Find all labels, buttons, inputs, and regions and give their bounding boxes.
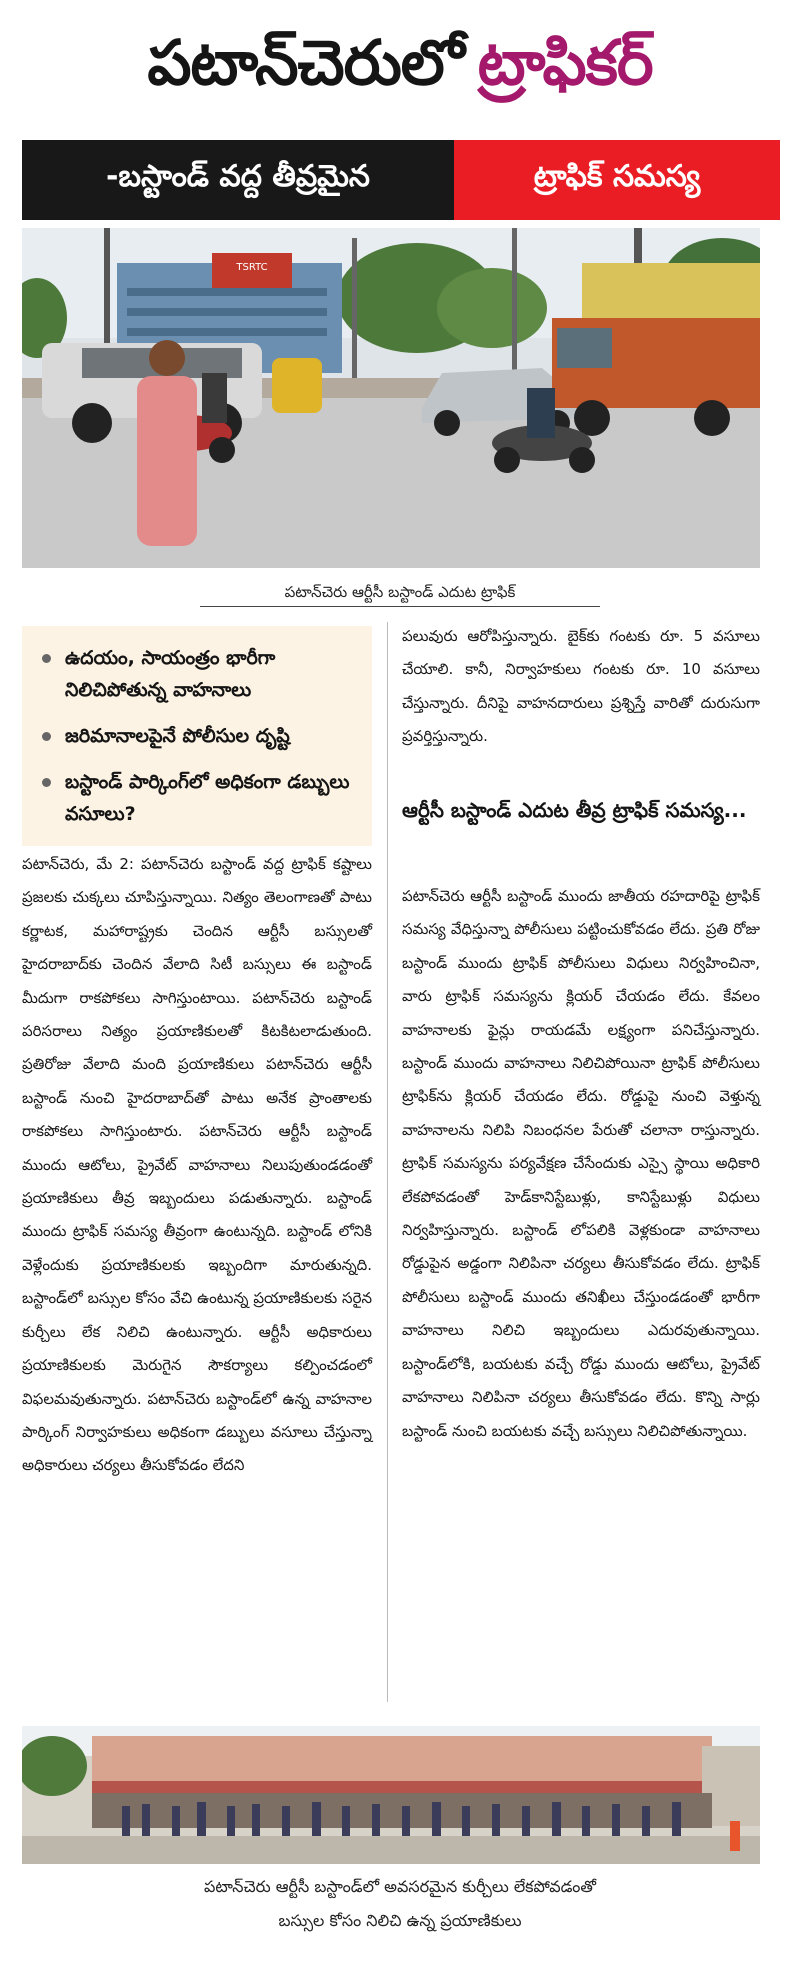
bottom-caption-line1: పటాన్‌చెరు ఆర్టీసీ బస్టాండ్‌లో అవసరమైన కుర్చీలు లేకపోవడంతో xyxy=(203,1877,597,1896)
highlights-box xyxy=(22,626,372,846)
article-body-left: పటాన్‌చెరు, మే 2: పటాన్‌చెరు బస్టాండ్ వద్ద ట్రాఫిక్ కష్టాలు ప్రజలకు చుక్కలు చూపిస్తున్నాయి. నిత్యం తెలంగాణతో పాటు కర్ణాటక, మహారాష్ట్రకు చెందిన ఆర్టీసీ బస్సులతో హైదరాబాద్‌కు చెందిన వేలాది సిటీ బస్సులు ఈ బస్టాండ్ మీదుగా రాకపోకలు సాగిస్తుంటాయి. పటాన్‌చెరు బస్టాండ్ పరిసరాలు నిత్యం ప్రయాణికులతో కిటకిటలాడుతుంది. ప్రతిరోజు వేలాది మంది ప్రయాణికులు పటాన్‌చెరు ఆర్టీసీ బస్టాండ్ నుంచి హైదరాబాద్‌తో పాటు అనేక ప్రాంతాలకు రాకపోకలు సాగిస్తుంటారు. పటాన్‌చెరు ఆర్టీసీ బస్టాండ్ ముందు ఆటోలు, ప్రైవేట్ వాహనాలు నిలుపుతుండడంతో ప్రయాణికులు తీవ్ర ఇబ్బందులు పడుతున్నారు. బస్టాండ్ ముందు ట్రాఫిక్ సమస్య తీవ్రంగా ఉంటున్నది. బస్టాండ్ లోనికి వెళ్లేందుకు ప్రయాణికులకు ఇబ్బందిగా మారుతున్నది. బస్టాండ్‌లో బస్సుల కోసం వేచి ఉంటున్న ప్రయాణికులకు సరైన కుర్చీలు లేక నిలిచి ఉంటున్నారు. ఆర్టీసీ అధికారులు ప్రయాణికులకు మెరుగైన సౌకర్యాలు కల్పించడంలో విఫలమవుతున్నారు. పటాన్‌చెరు బస్టాండ్‌లో ఉన్న వాహనాల పార్కింగ్ నిర్వాహకులు అధికంగా డబ్బులు వసూలు చేస్తున్నా అధికారులు చర్యలు తీసుకోవడం లేదని xyxy=(22,855,372,1475)
bullet-icon xyxy=(42,654,51,663)
bottom-caption-line2: బస్సుల కోసం నిలిచి ఉన్న ప్రయాణికులు xyxy=(278,1911,522,1930)
bottom-photo xyxy=(22,1726,760,1864)
top-photo-image xyxy=(22,228,760,568)
article-left-column xyxy=(22,848,372,1483)
subheadline-part2: ట్రాఫిక్ సమస్య xyxy=(454,140,780,220)
subheadline-part1: -బస్టాండ్ వద్ద తీవ్రమైన xyxy=(22,140,454,220)
article-subheading: ఆర్టీసీ బస్టాండ్ ఎదుట తీవ్ర ట్రాఫిక్ సమస్య... xyxy=(402,798,747,822)
headline-part1: పటాన్‌చెరులో xyxy=(147,25,464,99)
subheadline-bar xyxy=(22,140,780,220)
headline xyxy=(0,12,800,127)
highlight-text: జరిమానాలపైనే పోలీసుల దృష్టి xyxy=(65,725,290,747)
building-sign: TSRTC xyxy=(236,262,268,273)
top-photo xyxy=(22,228,760,568)
highlight-text: ఉదయం, సాయంత్రం భారీగా నిలిచిపోతున్న వాహనాలు xyxy=(65,647,276,701)
headline-part2: ట్రాఫికర్ xyxy=(477,25,653,99)
highlight-item xyxy=(40,642,360,706)
highlight-text: బస్టాండ్ పార్కింగ్‌లో అధికంగా డబ్బులు వసూలు? xyxy=(65,771,350,825)
column-divider xyxy=(387,622,388,1702)
bottom-photo-caption xyxy=(80,1870,720,1938)
bullet-icon xyxy=(42,732,51,741)
highlight-item xyxy=(40,766,360,830)
article-body-right-top: పలువురు ఆరోపిస్తున్నారు. బైక్‌కు గంటకు రూ. 5 వసూలు చేయాలి. కానీ, నిర్వాహకులు గంటకు రూ. 10 వసూలు చేస్తున్నారు. దీనిపై వాహనదారులు ప్రశ్నిస్తే వారితో దురుసుగా ప్రవర్తిస్తున్నారు. xyxy=(402,627,760,746)
bullet-icon xyxy=(42,778,51,787)
top-photo-caption: పటాన్‌చెరు ఆర్టీసీ బస్టాండ్ ఎదుట ట్రాఫిక్ xyxy=(200,578,600,607)
article-body-right-bottom: పటాన్‌చెరు ఆర్టీసీ బస్టాండ్ ముందు జాతీయ రహదారిపై ట్రాఫిక్ సమస్య వేధిస్తున్నా పోలీసులు పట్టించుకోవడం లేదు. ప్రతి రోజు బస్టాండ్ ముందు ట్రాఫిక్ పోలీసులు విధులు నిర్వహించినా, వారు ట్రాఫిక్ సమస్యను క్లియర్ చేయడం లేదు. కేవలం వాహనాలకు ఫైన్లు రాయడమే లక్ష్యంగా పనిచేస్తున్నారు. బస్టాండ్ ముందు వాహనాలు నిలిచిపోయినా ట్రాఫిక్ పోలీసులు ట్రాఫిక్‌ను క్లియర్ చేయడం లేదు. రోడ్డుపై నుంచి వెళ్తున్న వాహనాలను నిలిపి నిబంధనల పేరుతో చలానా రాస్తున్నారు. ట్రాఫిక్ సమస్యను పర్యవేక్షణ చేసేందుకు ఎస్సై స్థాయి అధికారి లేకపోవడంతో హెడ్‌కానిస్టేబుళ్లు, కానిస్టేబుళ్లు విధులు నిర్వహిస్తున్నారు. బస్టాండ్ లోపలికి వెళ్లకుండా వాహనాలు రోడ్డుపైన అడ్డంగా నిలిపినా చర్యలు తీసుకోవడం లేదు. ట్రాఫిక్ పోలీసులు బస్టాండ్ ముందు తనిఖీలు చేస్తుండడంతో భారీగా వాహనాలు నిలిచి ఇబ్బందులు ఎదురవుతున్నాయి. బస్టాండ్‌లోకి, బయటకు వచ్చే రోడ్డు ముందు ఆటోలు, ప్రైవేట్ వాహనాలు నిలిపినా చర్యలు తీసుకోవడం లేదు. కొన్ని సార్లు బస్టాండ్ నుంచి బయటకు వచ్చే బస్సులు నిలిచిపోతున్నాయి. xyxy=(402,887,760,1440)
highlight-item xyxy=(40,720,360,752)
bottom-photo-image xyxy=(22,1726,760,1864)
article-right-column-bottom xyxy=(402,880,760,1448)
article-right-column-top xyxy=(402,620,760,754)
